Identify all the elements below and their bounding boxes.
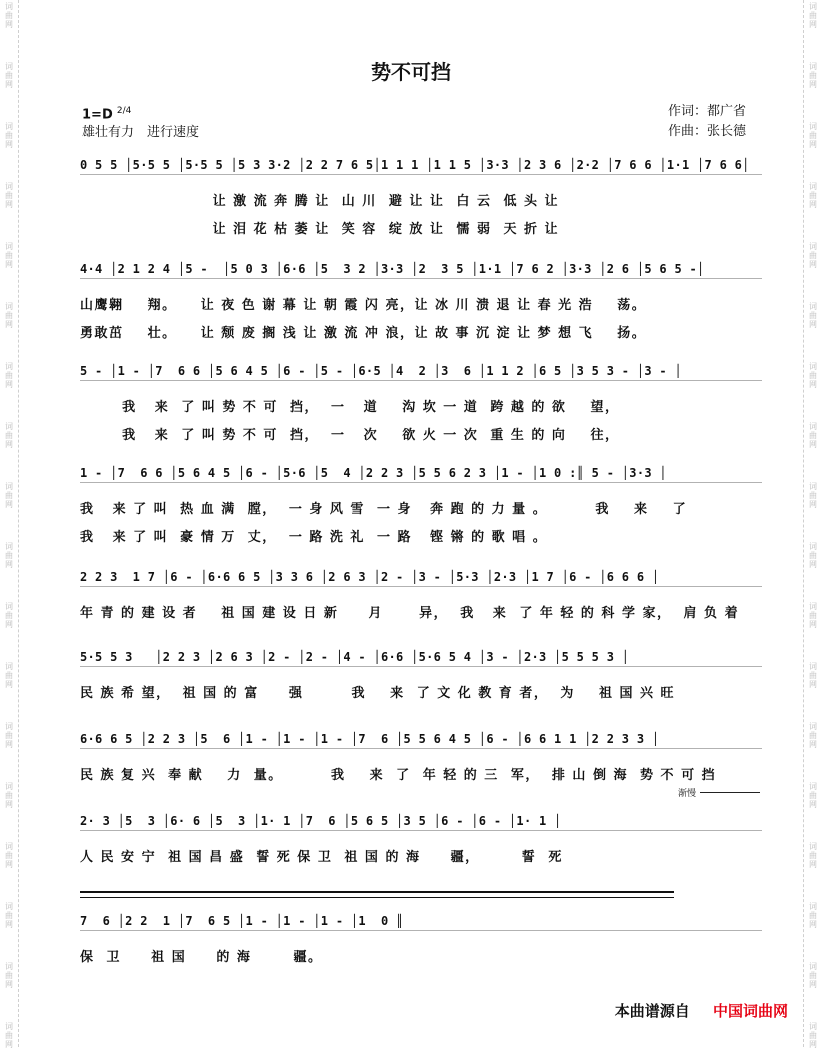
watermark-char: 词 bbox=[5, 902, 13, 911]
watermark-char: 曲 bbox=[809, 671, 817, 680]
watermark-char: 曲 bbox=[809, 431, 817, 440]
lyric-line: 我 来 了 叫 热 血 满 膛， 一 身 风 雪 一 身 奔 跑 的 力 量 。 我 来 了 bbox=[80, 502, 688, 517]
watermark-char: 词 bbox=[5, 542, 13, 551]
watermark-text bbox=[0, 422, 18, 449]
watermark-text bbox=[804, 122, 822, 149]
watermark-char: 词 bbox=[809, 902, 817, 911]
watermark-char: 词 bbox=[809, 482, 817, 491]
watermark-char: 词 bbox=[809, 362, 817, 371]
watermark-char: 网 bbox=[809, 260, 817, 269]
lyricist-credit: 作词：都广省 bbox=[668, 104, 747, 119]
watermark-char: 网 bbox=[5, 320, 13, 329]
watermark-text bbox=[0, 722, 18, 749]
watermark-text bbox=[804, 482, 822, 509]
watermark-text bbox=[804, 962, 822, 989]
watermark-text bbox=[804, 662, 822, 689]
lyric-line: 让 激 流 奔 腾 让 山 川 避 让 让 白 云 低 头 让 bbox=[80, 194, 560, 209]
watermark-char: 曲 bbox=[5, 11, 13, 20]
watermark-text bbox=[0, 842, 18, 869]
watermark-char: 曲 bbox=[5, 851, 13, 860]
watermark-char: 词 bbox=[809, 242, 817, 251]
watermark-char: 网 bbox=[809, 620, 817, 629]
watermark-char: 曲 bbox=[809, 551, 817, 560]
watermark-char: 词 bbox=[5, 242, 13, 251]
notation-row: 5·5 5 3 │2 2 3 │2 6 3 │2 - │2 - │4 - │6·6 │5·6 5 4 │3 - │2·3 │5 5 5 3 │ bbox=[80, 650, 762, 664]
watermark-char: 网 bbox=[5, 1040, 13, 1049]
watermark-text bbox=[804, 242, 822, 269]
watermark-char: 词 bbox=[5, 782, 13, 791]
source-label: 本曲谱源自 bbox=[614, 1002, 690, 1020]
watermark-text bbox=[0, 242, 18, 269]
notation-row: 6·6 6 5 │2 2 3 │5 6 │1 - │1 - │1 - │7 6 │5 5 6 4 5 │6 - │6 6 1 1 │2 2 3 3 │ bbox=[80, 732, 762, 746]
watermark-char: 曲 bbox=[5, 791, 13, 800]
watermark-char: 曲 bbox=[809, 491, 817, 500]
watermark-text bbox=[804, 182, 822, 209]
watermark-text bbox=[0, 2, 18, 29]
watermark-char: 词 bbox=[5, 602, 13, 611]
key-signature: 1=D bbox=[82, 107, 113, 123]
watermark-char: 词 bbox=[809, 782, 817, 791]
ritardando-line bbox=[700, 792, 760, 793]
watermark-text bbox=[0, 602, 18, 629]
watermark-char: 网 bbox=[5, 740, 13, 749]
watermark-text bbox=[0, 662, 18, 689]
watermark-text bbox=[804, 422, 822, 449]
watermark-char: 网 bbox=[809, 680, 817, 689]
watermark-char: 曲 bbox=[809, 251, 817, 260]
notation-row: 2 2 3 1 7 │6 - │6·6 6 5 │3 3 6 │2 6 3 │2 - │3 - │5·3 │2·3 │1 7 │6 - │6 6 6 │ bbox=[80, 570, 762, 584]
watermark-char: 曲 bbox=[5, 911, 13, 920]
notation-row: 5 - │1 - │7 6 6 │5 6 4 5 │6 - │5 - │6·5 │4 2 │3 6 │1 1 2 │6 5 │3 5 3 - │3 - │ bbox=[80, 364, 762, 378]
watermark-text bbox=[0, 1022, 18, 1049]
lyric-line: 我 来 了 叫 豪 情 万 丈， 一 路 洗 礼 一 路 铿 锵 的 歌 唱 。 bbox=[80, 530, 548, 545]
watermark-char: 曲 bbox=[809, 851, 817, 860]
watermark-text bbox=[804, 362, 822, 389]
watermark-text bbox=[804, 782, 822, 809]
notation-row: 7 6 │2 2 1 │7 6 5 │1 - │1 - │1 - │1 0 ║ bbox=[80, 914, 762, 928]
notation-row: 0 5 5 │5·5 5 │5·5 5 │5 3 3·2 │2 2 7 6 5│1 1 1 │1 1 5 │3·3 │2 3 6 │2·2 │7 6 6 │1·1 │7 6 6│ bbox=[80, 158, 762, 172]
watermark-char: 网 bbox=[5, 680, 13, 689]
watermark-char: 曲 bbox=[809, 971, 817, 980]
watermark-text bbox=[804, 542, 822, 569]
notation-row: 4·4 │2 1 2 4 │5 - │5 0 3 │6·6 │5 3 2 │3·3 │2 3 5 │1·1 │7 6 2 │3·3 │2 6 │5 6 5 -│ bbox=[80, 262, 762, 276]
watermark-text bbox=[0, 302, 18, 329]
watermark-text bbox=[804, 302, 822, 329]
watermark-char: 曲 bbox=[5, 1031, 13, 1040]
watermark-text bbox=[804, 1022, 822, 1049]
watermark-text bbox=[0, 362, 18, 389]
watermark-char: 网 bbox=[809, 80, 817, 89]
watermark-char: 词 bbox=[809, 62, 817, 71]
watermark-char: 曲 bbox=[5, 371, 13, 380]
watermark-text bbox=[0, 902, 18, 929]
watermark-char: 网 bbox=[5, 620, 13, 629]
watermark-char: 曲 bbox=[5, 251, 13, 260]
lyric-line: 山鹰翱 翔。 让 夜 色 谢 幕 让 朝 霞 闪 亮，让 冰 川 溃 退 让 春 光 浩 荡。 bbox=[80, 298, 647, 313]
watermark-char: 网 bbox=[809, 560, 817, 569]
lyric-line: 让 泪 花 枯 萎 让 笑 容 绽 放 让 懦 弱 天 折 让 bbox=[80, 222, 560, 237]
watermark-text bbox=[0, 782, 18, 809]
watermark-char: 词 bbox=[5, 2, 13, 11]
watermark-char: 词 bbox=[809, 1022, 817, 1031]
brand-name: 中国词曲网 bbox=[712, 1002, 788, 1020]
footer-source bbox=[615, 1000, 788, 1021]
lyric-line: 勇敢茁 壮。 让 颓 废 搁 浅 让 激 流 冲 浪，让 故 事 沉 淀 让 梦 想 飞 扬。 bbox=[80, 326, 647, 341]
watermark-char: 曲 bbox=[5, 731, 13, 740]
watermark-char: 词 bbox=[5, 722, 13, 731]
watermark-char: 网 bbox=[5, 380, 13, 389]
watermark-char: 网 bbox=[809, 500, 817, 509]
watermark-char: 曲 bbox=[809, 71, 817, 80]
watermark-char: 曲 bbox=[809, 131, 817, 140]
watermark-char: 曲 bbox=[5, 191, 13, 200]
watermark-char: 曲 bbox=[809, 191, 817, 200]
watermark-char: 网 bbox=[5, 440, 13, 449]
watermark-char: 曲 bbox=[5, 491, 13, 500]
watermark-char: 网 bbox=[809, 800, 817, 809]
watermark-char: 词 bbox=[5, 362, 13, 371]
watermark-char: 曲 bbox=[809, 11, 817, 20]
key-tempo-block bbox=[82, 102, 199, 142]
watermark-char: 词 bbox=[5, 662, 13, 671]
notation-row: 2· 3 │5 3 │6· 6 │5 3 │1· 1 │7 6 │5 6 5 │3 5 │6 - │6 - │1· 1 │ bbox=[80, 814, 762, 828]
watermark-text bbox=[804, 722, 822, 749]
watermark-char: 网 bbox=[5, 800, 13, 809]
watermark-char: 曲 bbox=[809, 911, 817, 920]
notation-row: 1 - │7 6 6 │5 6 4 5 │6 - │5·6 │5 4 │2 2 3 │5 5 6 2 3 │1 - │1 0 :║ 5 - │3·3 │ bbox=[80, 466, 762, 480]
right-watermark-strip bbox=[803, 0, 822, 1047]
watermark-char: 词 bbox=[5, 122, 13, 131]
watermark-char: 曲 bbox=[5, 71, 13, 80]
watermark-char: 网 bbox=[809, 440, 817, 449]
watermark-char: 词 bbox=[5, 62, 13, 71]
watermark-text bbox=[0, 542, 18, 569]
watermark-char: 曲 bbox=[809, 611, 817, 620]
lyric-line: 保 卫 祖 国 的 海 疆。 bbox=[80, 950, 323, 965]
lyric-line: 民 族 希 望， 祖 国 的 富 强 我 来 了 文 化 教 育 者， 为 祖 国 兴 旺 bbox=[80, 686, 676, 701]
watermark-text bbox=[804, 842, 822, 869]
watermark-char: 曲 bbox=[809, 371, 817, 380]
tempo-marking: 雄壮有力 进行速度 bbox=[82, 125, 200, 141]
watermark-text bbox=[804, 602, 822, 629]
watermark-char: 网 bbox=[5, 140, 13, 149]
watermark-char: 词 bbox=[809, 422, 817, 431]
watermark-char: 网 bbox=[809, 920, 817, 929]
watermark-text bbox=[804, 2, 822, 29]
watermark-char: 词 bbox=[809, 842, 817, 851]
watermark-char: 词 bbox=[5, 302, 13, 311]
watermark-char: 网 bbox=[809, 200, 817, 209]
watermark-char: 网 bbox=[809, 140, 817, 149]
watermark-char: 曲 bbox=[5, 311, 13, 320]
watermark-char: 网 bbox=[5, 80, 13, 89]
watermark-char: 网 bbox=[5, 20, 13, 29]
watermark-text bbox=[0, 122, 18, 149]
watermark-char: 词 bbox=[5, 422, 13, 431]
watermark-char: 网 bbox=[809, 1040, 817, 1049]
watermark-text bbox=[0, 482, 18, 509]
watermark-char: 词 bbox=[809, 302, 817, 311]
watermark-char: 曲 bbox=[809, 791, 817, 800]
watermark-char: 网 bbox=[809, 980, 817, 989]
watermark-text bbox=[804, 902, 822, 929]
watermark-char: 词 bbox=[5, 842, 13, 851]
watermark-char: 词 bbox=[5, 482, 13, 491]
watermark-char: 网 bbox=[5, 860, 13, 869]
lyric-line: 我 来 了 叫 势 不 可 挡， 一 道 沟 坎 一 道 跨 越 的 欲 望， bbox=[80, 400, 620, 415]
lyric-line: 年 青 的 建 设 者 祖 国 建 设 日 新 月 异， 我 来 了 年 轻 的 科 学 家， 肩 负 着 bbox=[80, 606, 740, 621]
watermark-char: 曲 bbox=[809, 1031, 817, 1040]
watermark-char: 网 bbox=[5, 200, 13, 209]
watermark-char: 网 bbox=[5, 260, 13, 269]
watermark-char: 曲 bbox=[5, 971, 13, 980]
watermark-char: 词 bbox=[809, 122, 817, 131]
ritardando-marking: 渐慢 bbox=[678, 789, 697, 799]
watermark-char: 曲 bbox=[809, 311, 817, 320]
song-title: 势不可挡 bbox=[371, 60, 451, 84]
watermark-char: 网 bbox=[809, 380, 817, 389]
watermark-char: 网 bbox=[809, 740, 817, 749]
time-signature: 2/4 bbox=[116, 106, 132, 116]
watermark-char: 曲 bbox=[809, 731, 817, 740]
lyric-line: 民 族 复 兴 奉 献 力 量。 我 来 了 年 轻 的 三 军， 排 山 倒 海 势 不 可 挡 bbox=[80, 768, 717, 783]
watermark-char: 网 bbox=[5, 500, 13, 509]
watermark-char: 词 bbox=[809, 182, 817, 191]
watermark-char: 网 bbox=[5, 920, 13, 929]
left-watermark-strip bbox=[0, 0, 19, 1047]
watermark-char: 网 bbox=[809, 860, 817, 869]
watermark-char: 曲 bbox=[5, 671, 13, 680]
watermark-char: 词 bbox=[809, 662, 817, 671]
lyric-line: 人 民 安 宁 祖 国 昌 盛 誓 死 保 卫 祖 国 的 海 疆， 誓 死 bbox=[80, 850, 563, 865]
watermark-char: 词 bbox=[809, 542, 817, 551]
watermark-char: 网 bbox=[809, 320, 817, 329]
watermark-char: 词 bbox=[5, 962, 13, 971]
slur-line-bottom bbox=[80, 897, 674, 898]
watermark-char: 网 bbox=[809, 20, 817, 29]
watermark-char: 曲 bbox=[5, 431, 13, 440]
watermark-text bbox=[0, 182, 18, 209]
watermark-char: 网 bbox=[5, 560, 13, 569]
watermark-char: 词 bbox=[809, 2, 817, 11]
watermark-text bbox=[0, 962, 18, 989]
watermark-char: 词 bbox=[809, 962, 817, 971]
watermark-char: 曲 bbox=[5, 551, 13, 560]
watermark-char: 词 bbox=[809, 602, 817, 611]
slur-line-top bbox=[80, 891, 674, 893]
watermark-char: 曲 bbox=[5, 131, 13, 140]
watermark-char: 网 bbox=[5, 980, 13, 989]
credits-block bbox=[668, 102, 746, 142]
watermark-char: 词 bbox=[809, 722, 817, 731]
watermark-char: 词 bbox=[5, 1022, 13, 1031]
lyric-line: 我 来 了 叫 势 不 可 挡， 一 次 欲 火 一 次 重 生 的 向 往， bbox=[80, 428, 620, 443]
composer-credit: 作曲：张长德 bbox=[668, 124, 747, 139]
watermark-char: 词 bbox=[5, 182, 13, 191]
watermark-char: 曲 bbox=[5, 611, 13, 620]
